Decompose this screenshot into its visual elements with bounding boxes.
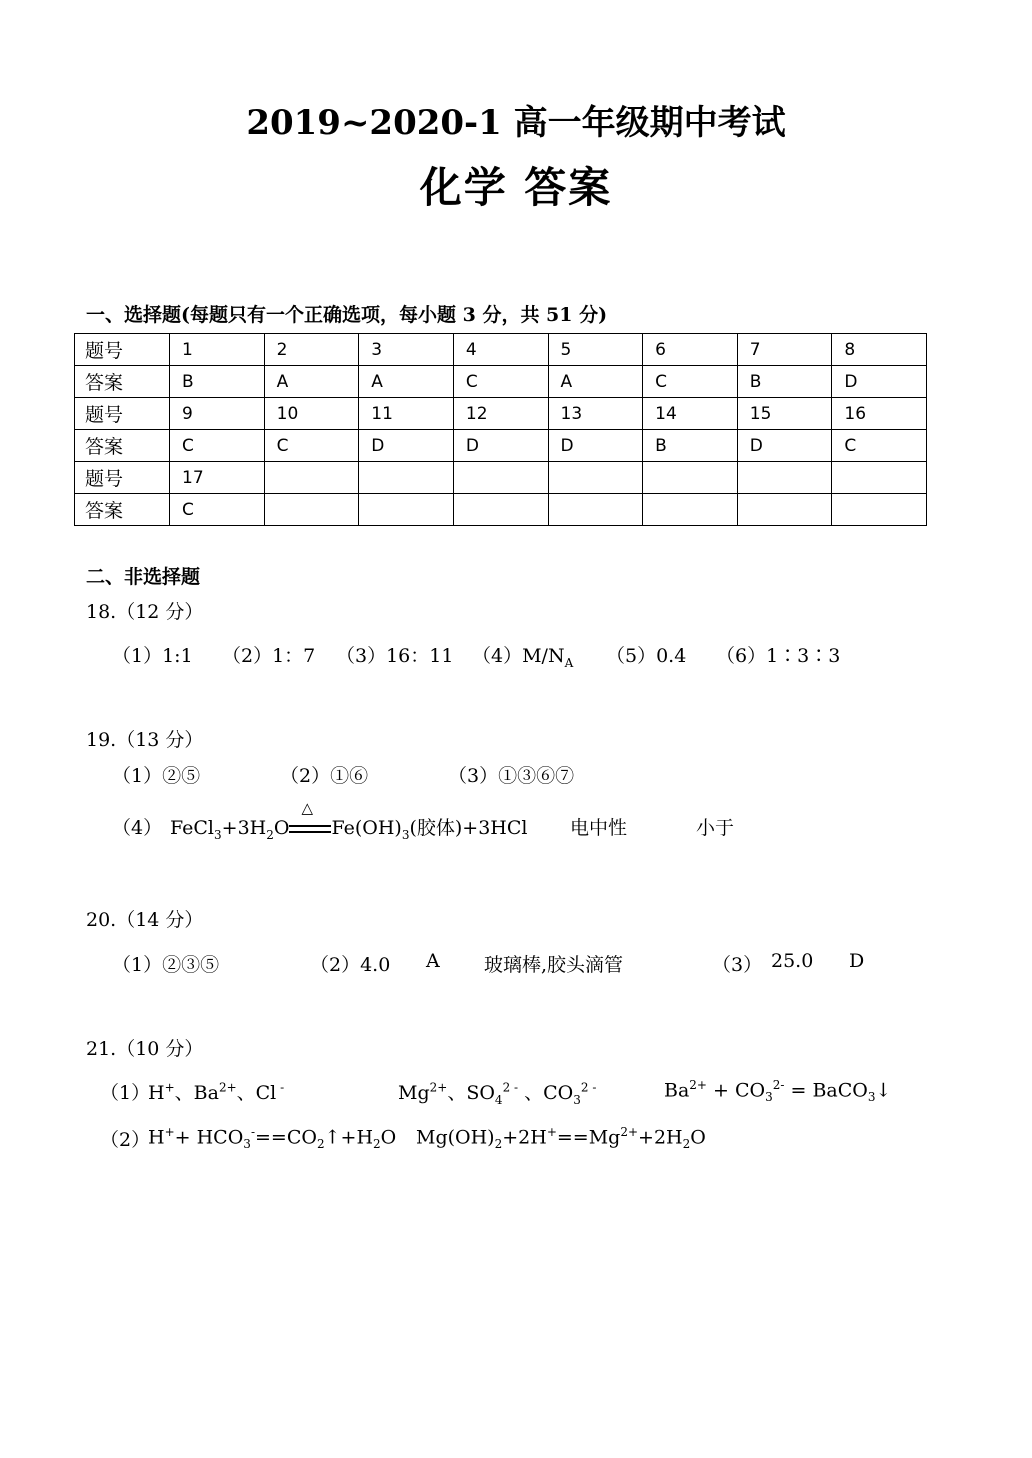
answer-row bbox=[75, 366, 927, 398]
question-number-row-label: 题号 bbox=[75, 334, 170, 366]
answer-row-label: 答案 bbox=[75, 494, 170, 526]
question-number-cell bbox=[264, 462, 359, 494]
question-number-cell: 4 bbox=[453, 334, 548, 366]
answer-cell: C bbox=[643, 366, 738, 398]
q21-ions-2: $Mg^{2+}$、$SO_4^{2 -}$ 、$CO_3^{2 -}$ bbox=[398, 1080, 597, 1107]
page-subtitle: 化学 答案 bbox=[419, 163, 613, 212]
answer-cell bbox=[737, 494, 832, 526]
answer-cell: C bbox=[453, 366, 548, 398]
answer-cell: D bbox=[737, 430, 832, 462]
q21-equation-3: $Mg(OH)_2+2H^+==Mg^{2+}+2H_2O$ bbox=[416, 1125, 706, 1152]
question-number-cell: 12 bbox=[453, 398, 548, 430]
q19-answer-4c: 小于 bbox=[696, 817, 735, 839]
question-number-cell: 16 bbox=[832, 398, 927, 430]
question-number-row bbox=[75, 334, 927, 366]
answer-cell: C bbox=[170, 430, 265, 462]
question-number-row-label: 题号 bbox=[75, 462, 170, 494]
question-number-cell: 11 bbox=[359, 398, 454, 430]
q18-answer-4: $(4)M/N_A$ bbox=[472, 645, 574, 670]
question-number-cell: 5 bbox=[548, 334, 643, 366]
answer-cell: B bbox=[170, 366, 265, 398]
answer-cell: D bbox=[832, 366, 927, 398]
question-number-cell: 17 bbox=[170, 462, 265, 494]
question-number-row bbox=[75, 398, 927, 430]
question-number-cell bbox=[359, 462, 454, 494]
q18-title: 18.（12 分） bbox=[86, 601, 204, 623]
question-number-cell: 3 bbox=[359, 334, 454, 366]
q20-answer-3c: D bbox=[849, 950, 865, 972]
question-number-cell: 10 bbox=[264, 398, 359, 430]
answer-row-label: 答案 bbox=[75, 430, 170, 462]
q18-answer-1: （1）1:1 bbox=[112, 645, 193, 667]
q19-answer-4b: 电中性 bbox=[570, 817, 628, 839]
question-number-cell: 6 bbox=[643, 334, 738, 366]
q21-equation-2: $H^++ HCO_3^-==CO_2↑+H_2O$ bbox=[148, 1125, 397, 1152]
question-number-cell bbox=[548, 462, 643, 494]
part1-heading: 一、选择题(每题只有一个正确选项，每小题 3 分，共 51 分) bbox=[86, 304, 608, 326]
q19-answer-4-label: （4） bbox=[112, 817, 163, 839]
answer-row bbox=[75, 430, 927, 462]
q21-equation-1: $Ba^{2+} + CO_3^{2-}$ = BaCO$_3$↓ bbox=[664, 1078, 892, 1105]
answer-cell: C bbox=[170, 494, 265, 526]
question-number-cell: 9 bbox=[170, 398, 265, 430]
answer-cell bbox=[359, 494, 454, 526]
q20-title: 20.（14 分） bbox=[86, 909, 204, 931]
question-number-row bbox=[75, 462, 927, 494]
q21-ions-1: H+、$Ba^{2+}$、Cl - bbox=[148, 1080, 285, 1104]
question-number-cell: 15 bbox=[737, 398, 832, 430]
question-number-row-label: 题号 bbox=[75, 398, 170, 430]
q20-answer-1: （1）②③⑤ bbox=[112, 954, 220, 976]
q20-answer-2b: A bbox=[426, 950, 440, 972]
answer-cell bbox=[832, 494, 927, 526]
answer-row-label: 答案 bbox=[75, 366, 170, 398]
q21-title: 21.（10 分） bbox=[86, 1038, 204, 1060]
q18-answer-3: （3）16：11 bbox=[336, 645, 454, 667]
answer-cell: B bbox=[737, 366, 832, 398]
q20-answer-2: （2）4.0 bbox=[310, 954, 391, 976]
answer-row bbox=[75, 494, 927, 526]
equals-sign bbox=[289, 822, 331, 836]
answer-cell: A bbox=[548, 366, 643, 398]
q19-equation: $FeCl_3+3H_2O$ △ $Fe(OH)_3$(胶体)+3HCl bbox=[170, 799, 528, 842]
answer-cell: D bbox=[548, 430, 643, 462]
answer-cell: B bbox=[643, 430, 738, 462]
answer-cell: D bbox=[359, 430, 454, 462]
answer-cell: C bbox=[264, 430, 359, 462]
answer-table bbox=[74, 333, 927, 526]
q20-answer-3: （3） bbox=[712, 954, 763, 976]
q20-answer-2c: 玻璃棒,胶头滴管 bbox=[484, 954, 624, 976]
question-number-cell bbox=[453, 462, 548, 494]
answer-cell bbox=[643, 494, 738, 526]
answer-cell bbox=[548, 494, 643, 526]
answer-cell: A bbox=[359, 366, 454, 398]
q19-title: 19.（13 分） bbox=[86, 729, 204, 751]
q18-answer-6: （6）1∶3∶3 bbox=[716, 645, 841, 667]
question-number-cell: 1 bbox=[170, 334, 265, 366]
answer-cell: D bbox=[453, 430, 548, 462]
question-number-cell bbox=[737, 462, 832, 494]
answer-cell bbox=[264, 494, 359, 526]
question-number-cell: 7 bbox=[737, 334, 832, 366]
answer-cell: A bbox=[264, 366, 359, 398]
heat-triangle-icon: △ bbox=[301, 799, 313, 817]
answer-cell: C bbox=[832, 430, 927, 462]
question-number-cell: 14 bbox=[643, 398, 738, 430]
q19-answer-3: （3）①③⑥⑦ bbox=[448, 765, 575, 787]
question-number-cell bbox=[832, 462, 927, 494]
answer-cell bbox=[453, 494, 548, 526]
q21-line1-label: （1） bbox=[100, 1082, 151, 1104]
q21-line2-label: （2） bbox=[100, 1129, 151, 1151]
q19-answer-1: （1）②⑤ bbox=[112, 765, 201, 787]
part2-heading: 二、非选择题 bbox=[86, 566, 201, 588]
q19-answer-2: （2）①⑥ bbox=[280, 765, 369, 787]
question-number-cell: 13 bbox=[548, 398, 643, 430]
q18-answer-2: （2）1：7 bbox=[222, 645, 316, 667]
question-number-cell: 2 bbox=[264, 334, 359, 366]
question-number-cell: 8 bbox=[832, 334, 927, 366]
q18-answer-5: （5）0.4 bbox=[606, 645, 687, 667]
question-number-cell bbox=[643, 462, 738, 494]
q20-answer-3b: 25.0 bbox=[771, 950, 814, 972]
page-title: 2019~2020-1 高一年级期中考试 bbox=[246, 103, 786, 143]
